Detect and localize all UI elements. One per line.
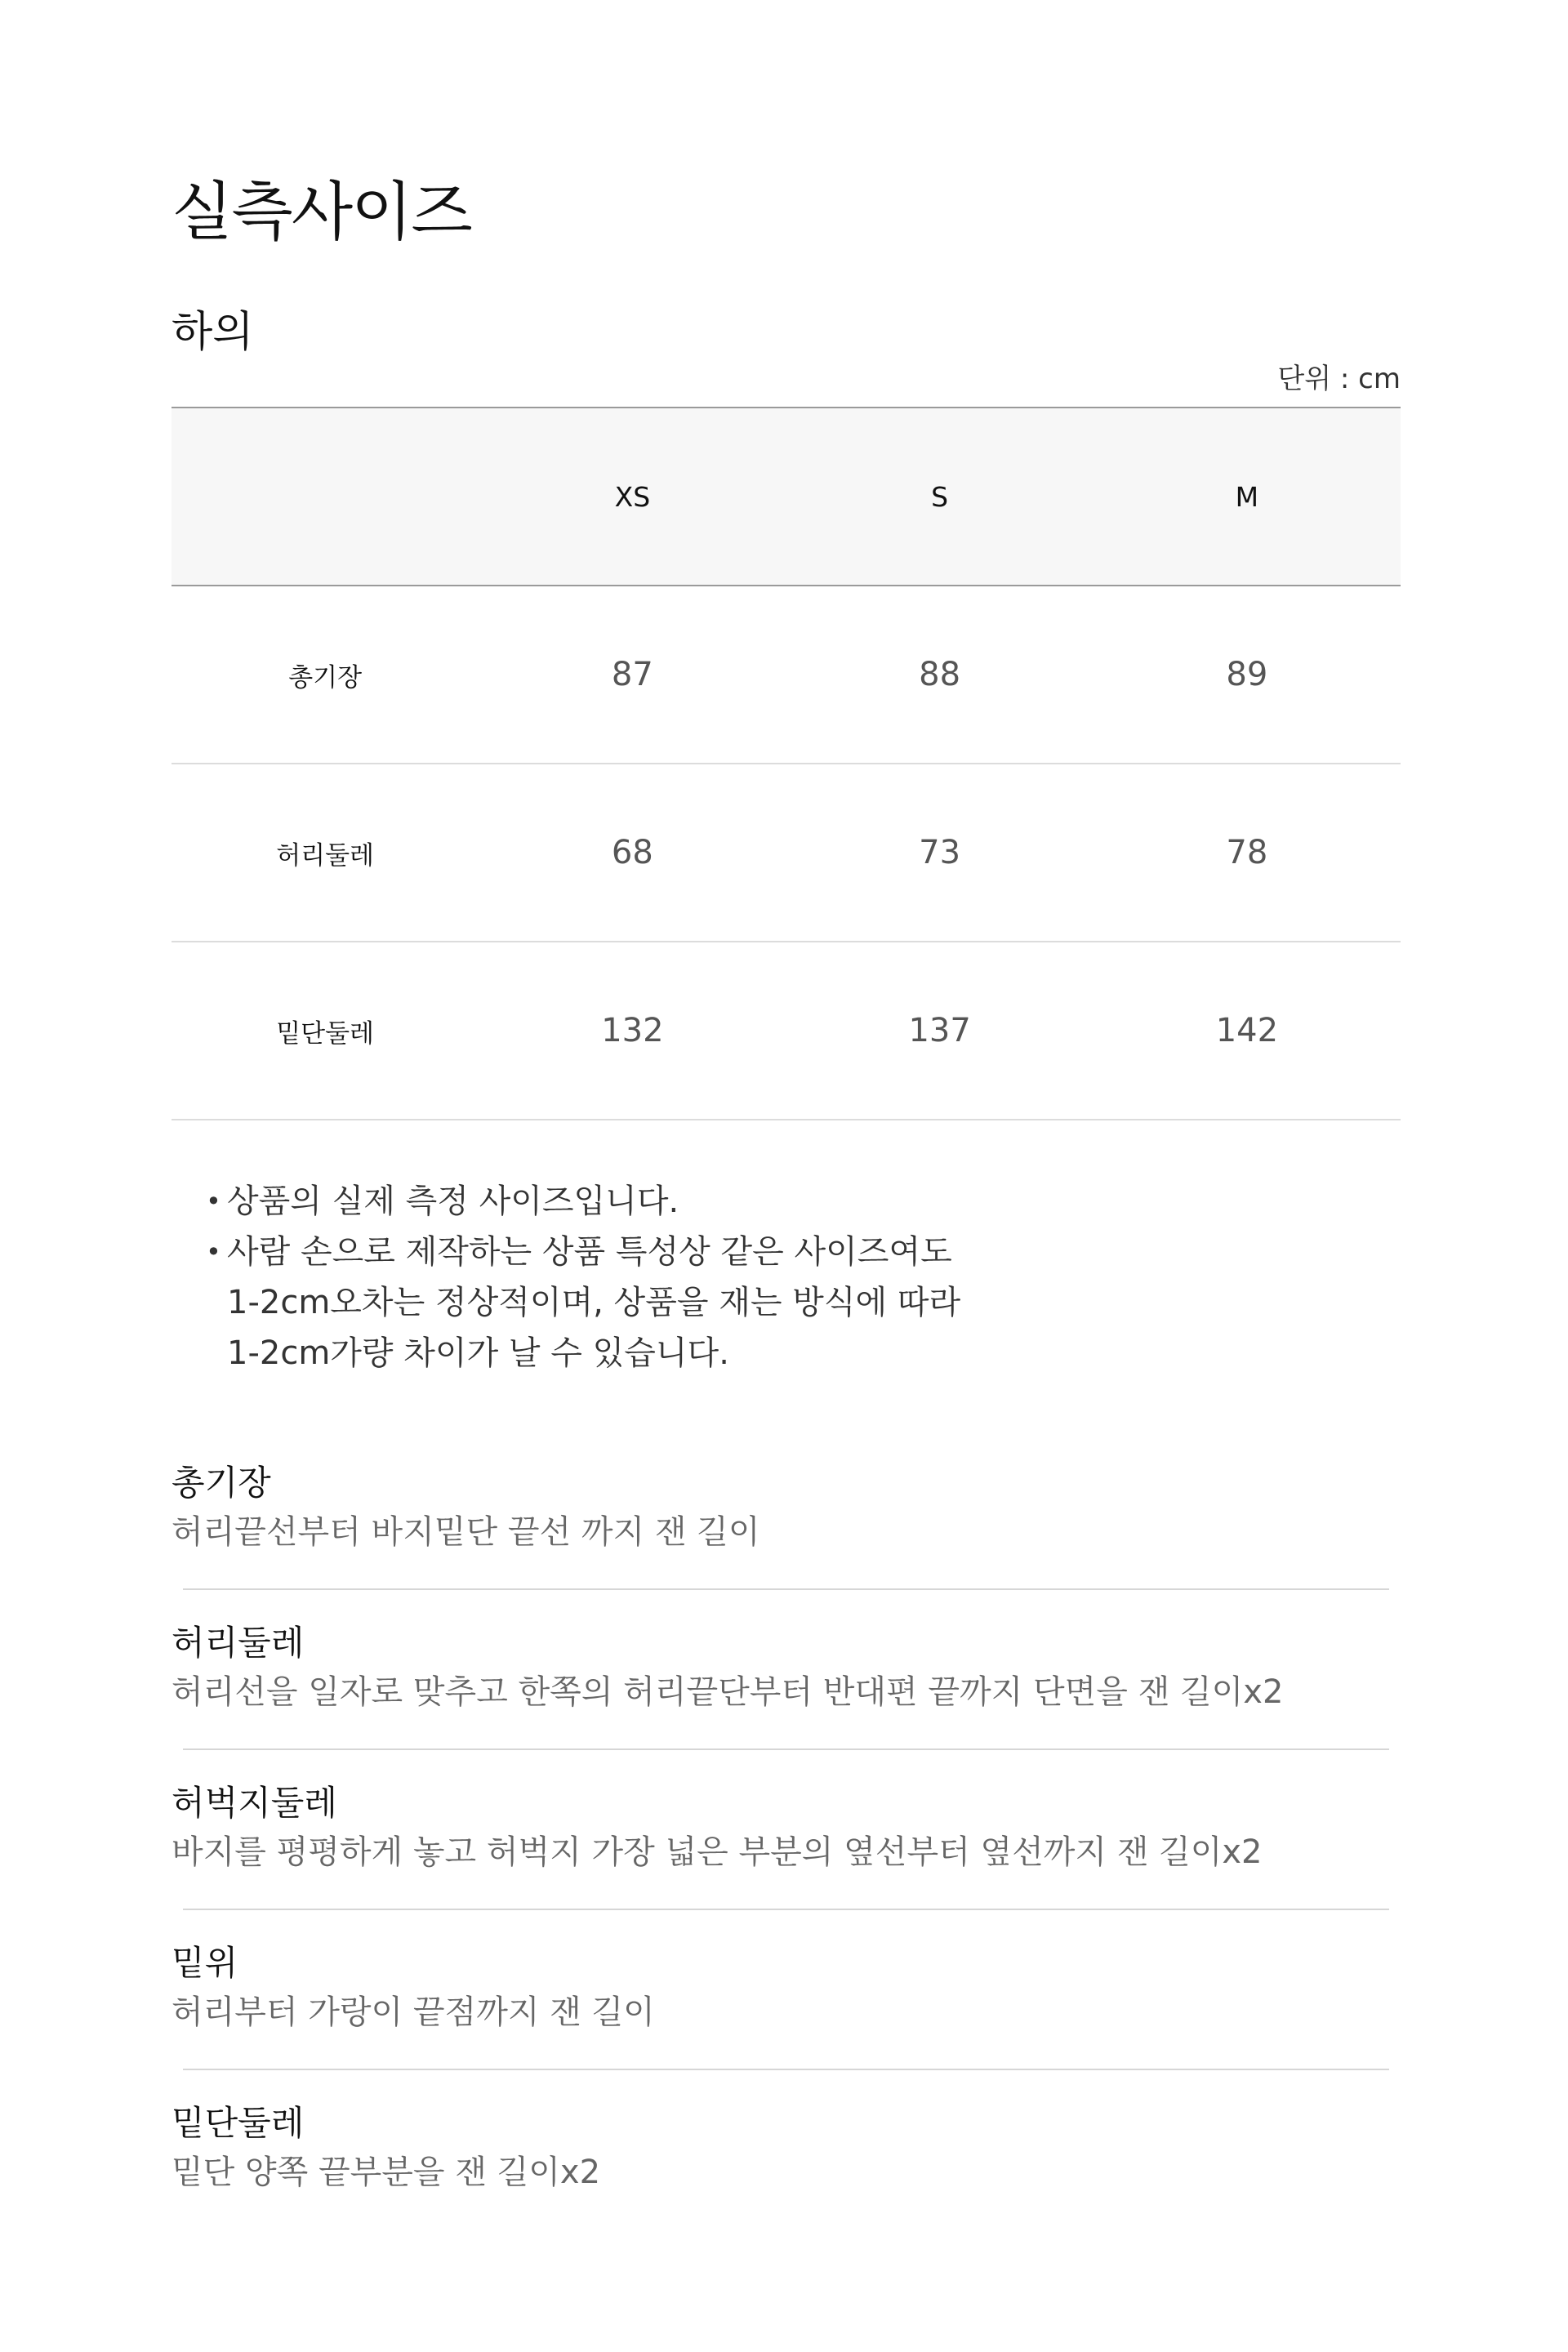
definition-description: 허리부터 가랑이 끝점까지 잰 길이: [172, 1993, 655, 2031]
table-header-row: [172, 408, 1401, 586]
unit-label: 단위 : cm: [1277, 363, 1401, 395]
row-label-hem: 밑단둘레: [172, 942, 479, 1120]
definition-item: [172, 2098, 1401, 2258]
table-cell: 132: [479, 942, 786, 1120]
definition-title: 총기장: [172, 1463, 271, 1503]
row-label-waist: 허리둘레: [172, 764, 479, 942]
table-cell: 89: [1094, 586, 1401, 764]
table-cell: 137: [786, 942, 1094, 1120]
section-title: 하의: [172, 308, 254, 357]
definition-title: 허벅지둘레: [172, 1783, 337, 1823]
definition-item: [172, 1938, 1401, 2098]
note-item: • 사람 손으로 제작하는 상품 특성상 같은 사이즈여도 1-2cm오차는 정상적이며, 상품을 재는 방식에 따라 1-2cm가량 차이가 날 수 있습니다.: [206, 1227, 1349, 1379]
row-label-total-length: 총기장: [172, 586, 479, 764]
definition-description: 바지를 평평하게 놓고 허벅지 가장 넓은 부분의 옆선부터 옆선까지 잰 길이x2: [172, 1833, 1263, 1871]
divider: [183, 2069, 1389, 2070]
definition-description: 허리끝선부터 바지밑단 끝선 까지 잰 길이: [172, 1513, 760, 1551]
table-cell: 78: [1094, 764, 1401, 942]
size-table: [172, 407, 1401, 1120]
table-cell: 73: [786, 764, 1094, 942]
header-empty: [172, 408, 479, 586]
table-row: [172, 586, 1401, 764]
notes-list: [206, 1176, 1349, 1379]
divider: [183, 1909, 1389, 1910]
definition-title: 밑단둘레: [172, 2103, 305, 2143]
definition-title: 밑위: [172, 1943, 238, 1983]
table-cell: 142: [1094, 942, 1401, 1120]
table-cell: 87: [479, 586, 786, 764]
definition-item: [172, 1778, 1401, 1938]
divider: [183, 1588, 1389, 1590]
table-row: [172, 942, 1401, 1120]
header-size-s: S: [786, 408, 1094, 586]
table-cell: 68: [479, 764, 786, 942]
definition-item: [172, 1618, 1401, 1778]
table-row: [172, 764, 1401, 942]
note-item: • 상품의 실제 측정 사이즈입니다.: [206, 1176, 1349, 1227]
page-title: 실측사이즈: [172, 176, 471, 249]
table-cell: 88: [786, 586, 1094, 764]
header-size-m: M: [1094, 408, 1401, 586]
definition-description: 허리선을 일자로 맞추고 한쪽의 허리끝단부터 반대편 끝까지 단면을 잰 길이x2: [172, 1673, 1284, 1711]
measurement-definitions: [172, 1458, 1401, 2258]
definition-title: 허리둘레: [172, 1623, 305, 1663]
header-size-xs: XS: [479, 408, 786, 586]
definition-item: [172, 1458, 1401, 1618]
divider: [183, 1748, 1389, 1750]
definition-description: 밑단 양쪽 끝부분을 잰 길이x2: [172, 2154, 601, 2191]
